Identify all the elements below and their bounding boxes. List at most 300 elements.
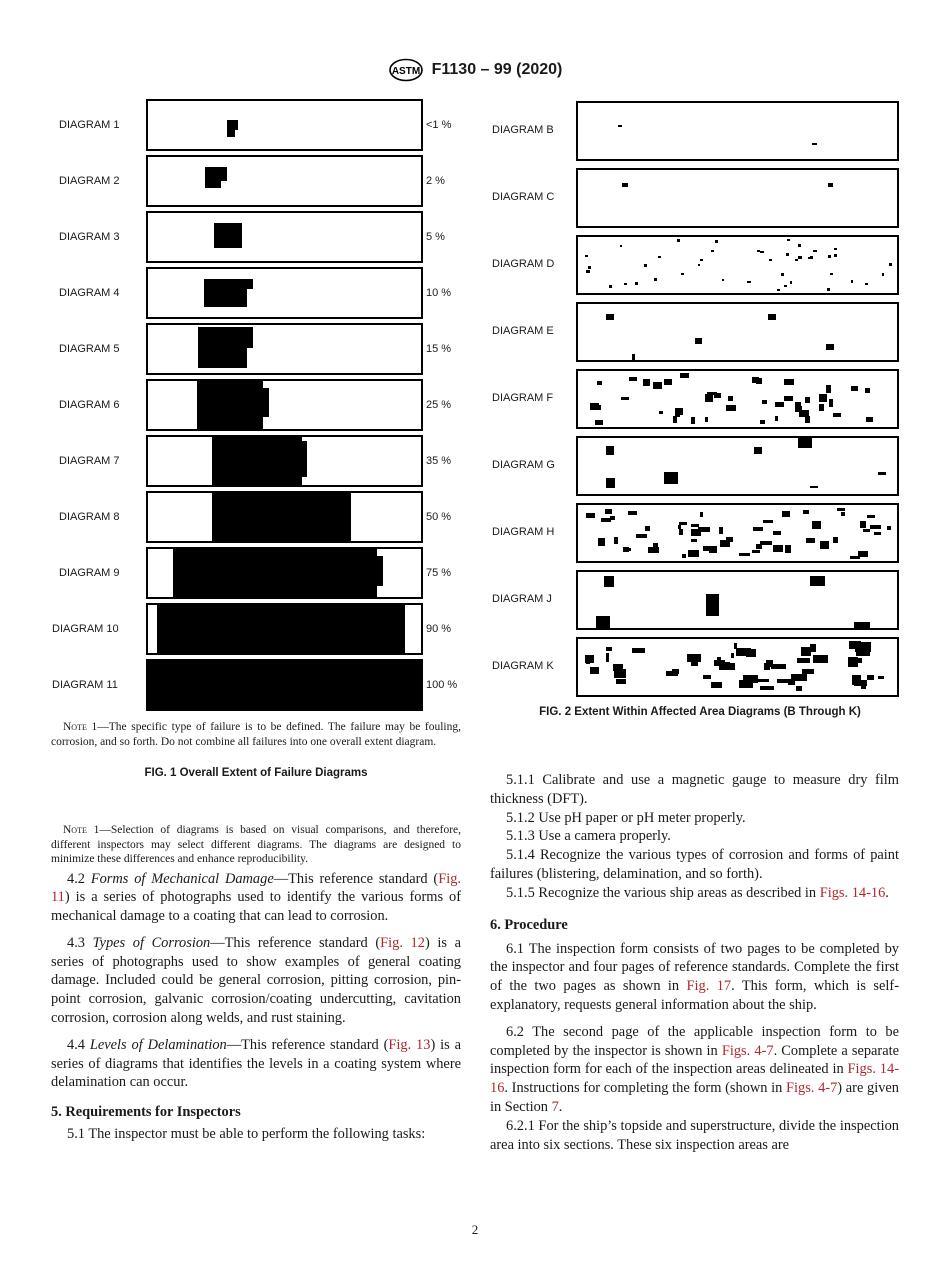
affected-area-mark — [812, 521, 821, 529]
affected-area-mark — [628, 511, 637, 515]
affected-area-mark — [826, 385, 831, 393]
affected-area-mark — [850, 556, 860, 559]
extent-diagram-box — [576, 637, 899, 697]
affected-area-mark — [606, 314, 614, 320]
affected-area-mark — [834, 248, 837, 250]
affected-area-mark — [813, 250, 817, 252]
affected-area-mark — [616, 679, 626, 684]
para-text: . Instructions for completing the form (shown in — [504, 1080, 787, 1097]
affected-area-mark — [882, 273, 884, 276]
figure-1-note — [51, 720, 461, 749]
extent-percent: 10 % — [426, 287, 452, 299]
extent-percent: 50 % — [426, 511, 452, 523]
affected-area-mark — [827, 288, 830, 291]
failure-area-mark — [247, 279, 253, 289]
affected-area-mark — [739, 680, 753, 688]
affected-area-mark — [866, 417, 873, 422]
affected-area-mark — [863, 529, 870, 532]
affected-area-mark — [756, 544, 762, 549]
para-text: —This reference standard ( — [226, 1036, 389, 1053]
para-text: ) is a series of diagrams that identifies the levels in a coating system where delamination can occur. — [51, 1036, 461, 1091]
affected-area-mark — [826, 344, 834, 350]
figs-4-7-link[interactable]: Figs. 4-7 — [721, 1042, 774, 1059]
failure-area-mark — [227, 128, 235, 137]
affected-area-mark — [860, 521, 866, 528]
affected-area-mark — [644, 264, 647, 267]
affected-area-mark — [756, 378, 762, 384]
affected-area-mark — [752, 550, 760, 553]
affected-area-mark — [739, 553, 750, 556]
affected-area-mark — [586, 655, 590, 664]
failure-area-mark — [247, 327, 253, 348]
affected-area-mark — [653, 382, 662, 389]
extent-diagram-box — [146, 267, 423, 319]
affected-area-mark — [709, 546, 717, 553]
affected-area-mark — [604, 576, 614, 587]
affected-area-mark — [854, 680, 867, 686]
extent-diagram-box — [576, 503, 899, 563]
extent-diagram-box — [146, 547, 423, 599]
extent-diagram-box — [576, 168, 899, 228]
paragraph-5-1: 5.1 The inspector must be able to perform the following tasks: — [67, 1126, 426, 1143]
diagram-label: DIAGRAM C — [492, 191, 555, 203]
para-text: . — [885, 884, 889, 901]
figs-4-7-link[interactable]: Figs. 4-7 — [786, 1080, 838, 1097]
paragraph-5-1-4: 5.1.4 Recognize the various types of corrosion and forms of paint failures (blistering, delamination, and so forth). — [490, 847, 899, 882]
affected-area-mark — [728, 396, 733, 401]
diagram-label: DIAGRAM 8 — [59, 511, 120, 523]
affected-area-mark — [771, 664, 786, 669]
affected-area-mark — [773, 545, 783, 552]
note-text: —The specific type of failure is to be defined. The failure may be fouling, corrosion, and so forth. Do not combine all failures into one overall extent diagram. — [51, 721, 462, 748]
diagram-label: DIAGRAM 2 — [59, 175, 120, 187]
affected-area-mark — [680, 373, 689, 378]
affected-area-mark — [719, 527, 723, 534]
affected-area-mark — [798, 438, 812, 448]
affected-area-mark — [828, 255, 831, 258]
affected-area-mark — [791, 674, 807, 681]
affected-area-mark — [703, 675, 711, 679]
para-text: —This reference standard ( — [210, 934, 381, 951]
affected-area-mark — [722, 279, 724, 281]
extent-percent: 15 % — [426, 343, 452, 355]
affected-area-mark — [588, 266, 591, 269]
affected-area-mark — [773, 531, 781, 535]
affected-area-mark — [601, 518, 611, 522]
svg-text:ASTM: ASTM — [391, 66, 420, 77]
affected-area-mark — [775, 416, 778, 421]
affected-area-mark — [833, 537, 838, 543]
affected-area-mark — [664, 472, 678, 484]
affected-area-mark — [887, 526, 891, 530]
affected-area-mark — [782, 511, 790, 517]
paragraph-5-1-1: 5.1.1 Calibrate and use a magnetic gauge to measure dry film thickness (DFT). — [490, 772, 899, 807]
affected-area-mark — [777, 289, 780, 291]
affected-area-mark — [829, 399, 833, 407]
affected-area-mark — [682, 554, 686, 558]
para-text: ) is a series of photographs used to identify the various forms of mechanical damage to a coating that can lead to corrosion. — [51, 889, 461, 925]
affected-area-mark — [711, 682, 722, 688]
affected-area-mark — [837, 508, 845, 511]
affected-area-mark — [878, 472, 886, 475]
affected-area-mark — [864, 643, 870, 650]
affected-area-mark — [691, 539, 697, 542]
para-title: Forms of Mechanical Damage — [90, 870, 274, 887]
affected-area-mark — [605, 509, 612, 514]
affected-area-mark — [705, 417, 708, 422]
failure-area-mark — [205, 167, 221, 188]
affected-area-mark — [769, 259, 772, 261]
figs-14-16-link[interactable]: Figs. 14-16 — [490, 1061, 899, 1097]
affected-area-mark — [810, 486, 818, 488]
diagram-label: DIAGRAM K — [492, 660, 554, 672]
affected-area-mark — [626, 548, 631, 551]
affected-area-mark — [865, 283, 868, 285]
para-text: 6.2 The second page of the applicable inspection form to be completed by the inspector is shown in — [490, 1023, 899, 1059]
affected-area-mark — [658, 256, 661, 258]
para-text: . Complete a separate inspection form for each of the inspection areas delineated in — [490, 1042, 899, 1078]
affected-area-mark — [679, 522, 687, 525]
affected-area-mark — [851, 280, 853, 283]
section-5-heading: 5. Requirements for Inspectors — [51, 1104, 241, 1121]
para-text: . — [558, 1098, 563, 1115]
affected-area-mark — [806, 538, 815, 543]
failure-area-mark — [263, 388, 269, 417]
affected-area-mark — [813, 655, 828, 663]
affected-area-mark — [805, 397, 810, 403]
diagram-label: DIAGRAM J — [492, 593, 552, 605]
affected-area-mark — [598, 538, 605, 546]
diagram-label: DIAGRAM 5 — [59, 343, 120, 355]
affected-area-mark — [802, 669, 814, 674]
affected-area-mark — [622, 183, 628, 187]
affected-area-mark — [585, 255, 588, 257]
affected-area-mark — [606, 647, 612, 651]
extent-diagram-box — [146, 323, 423, 375]
affected-area-mark — [856, 646, 861, 654]
figure-1-caption: FIG. 1 Overall Extent of Failure Diagrams — [144, 767, 368, 779]
affected-area-mark — [757, 250, 760, 252]
extent-percent: 100 % — [426, 679, 458, 691]
extent-percent: 5 % — [426, 231, 445, 243]
affected-area-mark — [606, 446, 614, 455]
affected-area-mark — [801, 647, 811, 656]
extent-diagram-box — [146, 155, 423, 207]
fig-11-link[interactable]: Fig. 11 — [51, 870, 461, 906]
diagram-label: DIAGRAM 10 — [52, 623, 119, 635]
affected-area-mark — [613, 664, 623, 671]
failure-area-mark — [212, 493, 351, 542]
affected-area-mark — [621, 397, 629, 400]
affected-area-mark — [830, 273, 833, 275]
diagram-label: DIAGRAM 7 — [59, 455, 120, 467]
para-text: . This form, which is self-explanatory, requests general information about the ship. — [490, 978, 899, 1013]
diagram-label: DIAGRAM 11 — [52, 679, 118, 691]
affected-area-mark — [763, 520, 773, 523]
affected-area-mark — [810, 576, 825, 586]
para-number: 4.3 — [67, 934, 93, 951]
affected-area-mark — [596, 616, 610, 628]
affected-area-mark — [632, 354, 635, 361]
paragraph-6-2 — [490, 1023, 899, 1117]
affected-area-mark — [632, 648, 645, 653]
diagram-label: DIAGRAM 1 — [59, 119, 120, 131]
right-column — [490, 771, 899, 1154]
affected-area-mark — [609, 285, 612, 288]
fig-12-link[interactable]: Fig. 12 — [380, 934, 425, 951]
failure-area-mark — [173, 548, 377, 598]
failure-area-mark — [198, 327, 247, 368]
affected-area-mark — [691, 660, 698, 666]
affected-area-mark — [889, 263, 892, 266]
affected-area-mark — [606, 478, 615, 488]
affected-area-mark — [695, 338, 702, 344]
affected-area-mark — [797, 658, 810, 663]
affected-area-mark — [784, 396, 793, 401]
affected-area-mark — [691, 524, 699, 527]
para-text: 5.1.5 Recognize the various ship areas as described in — [506, 884, 820, 901]
para-number: 4.4 — [67, 1036, 90, 1053]
diagram-label: DIAGRAM 3 — [59, 231, 120, 243]
affected-area-mark — [700, 259, 703, 261]
extent-percent: 75 % — [426, 567, 452, 579]
affected-area-mark — [784, 379, 794, 385]
extent-diagram-box — [146, 379, 423, 431]
extent-diagram-box — [146, 659, 423, 711]
para-text: ) are given in Section — [490, 1080, 899, 1115]
failure-area-mark — [157, 604, 405, 655]
para-number: 4.2 — [67, 870, 91, 887]
affected-area-mark — [878, 676, 884, 679]
affected-area-mark — [867, 675, 874, 680]
affected-area-mark — [726, 405, 736, 411]
affected-area-mark — [648, 547, 659, 553]
affected-area-mark — [679, 529, 683, 535]
page-number: 2 — [471, 1222, 479, 1237]
affected-area-mark — [734, 643, 737, 649]
failure-area-mark — [212, 437, 302, 487]
affected-area-mark — [677, 239, 680, 242]
affected-area-mark — [654, 278, 657, 281]
affected-area-mark — [720, 540, 730, 547]
left-column — [51, 823, 461, 1144]
extent-diagram-box — [146, 435, 423, 487]
failure-area-mark — [302, 441, 307, 477]
affected-area-mark — [698, 527, 710, 532]
affected-area-mark — [798, 244, 801, 247]
affected-area-mark — [586, 513, 595, 518]
note-label: Note 1 — [63, 721, 98, 733]
affected-area-mark — [636, 534, 647, 538]
extent-diagram-box — [576, 436, 899, 496]
affected-area-mark — [659, 411, 663, 414]
affected-area-mark — [760, 420, 765, 424]
extent-percent: 25 % — [426, 399, 452, 411]
affected-area-mark — [865, 388, 870, 393]
fig-17-link[interactable]: Fig. 17 — [686, 978, 732, 995]
affected-area-mark — [673, 416, 677, 423]
paragraph-4-4 — [51, 1036, 461, 1092]
affected-area-mark — [681, 273, 684, 275]
paragraph-5-1-2: 5.1.2 Use pH paper or pH meter properly. — [506, 809, 746, 826]
section-7-link[interactable]: 7 — [551, 1098, 559, 1115]
affected-area-mark — [731, 653, 734, 658]
affected-area-mark — [790, 281, 792, 284]
affected-area-mark — [606, 653, 609, 662]
affected-area-mark — [719, 663, 735, 670]
failure-area-mark — [221, 167, 227, 181]
affected-area-mark — [834, 254, 837, 257]
affected-area-mark — [753, 527, 763, 531]
figure-1 — [0, 0, 480, 720]
affected-area-mark — [618, 125, 622, 127]
affected-area-mark — [620, 245, 622, 247]
extent-diagram-box — [576, 570, 899, 630]
diagram-label: DIAGRAM D — [492, 258, 555, 270]
extent-percent: 90 % — [426, 623, 452, 635]
affected-area-mark — [874, 532, 881, 535]
affected-area-mark — [833, 413, 841, 417]
affected-area-mark — [698, 264, 700, 266]
affected-area-mark — [768, 314, 776, 320]
paragraph-6-2-1: 6.2.1 For the ship’s topside and superstructure, divide the inspection area into six sections. These six inspection areas are — [490, 1117, 899, 1153]
figure-2-caption: FIG. 2 Extent Within Affected Area Diagrams (B Through K) — [539, 706, 861, 718]
diagram-label: DIAGRAM E — [492, 325, 554, 337]
para-title: Levels of Delamination — [89, 1036, 227, 1053]
affected-area-mark — [781, 273, 784, 276]
affected-area-mark — [851, 386, 858, 391]
affected-area-mark — [717, 657, 721, 664]
figs-14-16-link[interactable]: Figs. 14-16 — [819, 884, 886, 901]
affected-area-mark — [803, 510, 809, 514]
failure-area-mark — [377, 556, 383, 586]
affected-area-mark — [715, 240, 718, 243]
diagram-label: DIAGRAM 4 — [59, 287, 120, 299]
section-6-heading: 6. Procedure — [490, 916, 568, 933]
affected-area-mark — [592, 405, 601, 410]
affected-area-mark — [775, 402, 784, 407]
affected-area-mark — [808, 257, 810, 259]
affected-area-mark — [805, 416, 810, 423]
affected-area-mark — [586, 270, 590, 273]
affected-area-mark — [785, 545, 791, 553]
extent-diagram-box — [146, 211, 423, 263]
affected-area-mark — [819, 394, 827, 402]
affected-area-mark — [784, 285, 787, 287]
para-text: —This reference standard ( — [273, 870, 439, 887]
affected-area-mark — [705, 394, 713, 402]
affected-area-mark — [635, 282, 638, 285]
extent-diagram-box — [146, 491, 423, 543]
affected-area-mark — [762, 400, 767, 404]
extent-diagram-box — [146, 99, 423, 151]
diagram-label: DIAGRAM 9 — [59, 567, 120, 579]
paragraph-4-3 — [51, 934, 461, 1028]
affected-area-mark — [711, 250, 714, 252]
standard-designation: F1130 – 99 (2020) — [431, 61, 563, 78]
affected-area-mark — [629, 377, 637, 381]
affected-area-mark — [777, 679, 792, 683]
affected-area-mark — [645, 526, 650, 531]
affected-area-mark — [700, 512, 703, 517]
affected-area-mark — [643, 379, 650, 386]
paragraph-5-1-5 — [490, 884, 899, 903]
affected-area-mark — [820, 541, 829, 549]
affected-area-mark — [706, 594, 719, 616]
affected-area-mark — [799, 410, 809, 417]
paragraph-5-1-3: 5.1.3 Use a camera properly. — [506, 828, 671, 845]
para-text: 6.1 The inspection form consists of two pages to be completed by the inspector and four pages of reference standards. Complete the first of the two pages as shown in — [490, 940, 899, 995]
affected-area-mark — [810, 256, 813, 259]
affected-area-mark — [672, 669, 679, 674]
extent-diagram-box — [576, 302, 899, 362]
affected-area-mark — [764, 663, 770, 670]
failure-area-mark — [204, 279, 247, 307]
affected-area-mark — [597, 381, 602, 385]
extent-percent: <1 % — [426, 119, 452, 131]
extent-diagram-box — [576, 235, 899, 295]
para-title: Types of Corrosion — [92, 934, 211, 951]
affected-area-mark — [754, 447, 762, 454]
diagram-label: DIAGRAM B — [492, 124, 554, 136]
affected-area-mark — [867, 515, 875, 518]
diagram-label: DIAGRAM 6 — [59, 399, 120, 411]
extent-percent: 2 % — [426, 175, 445, 187]
affected-area-mark — [746, 649, 756, 657]
affected-area-mark — [590, 667, 599, 674]
affected-area-mark — [796, 686, 802, 691]
diagram-label: DIAGRAM F — [492, 392, 554, 404]
affected-area-mark — [848, 657, 858, 667]
selection-note — [51, 823, 461, 867]
affected-area-mark — [819, 404, 824, 411]
affected-area-mark — [870, 525, 881, 529]
affected-area-mark — [664, 379, 672, 385]
affected-area-mark — [828, 183, 833, 187]
extent-diagram-box — [576, 101, 899, 161]
affected-area-mark — [812, 143, 817, 145]
note-label: Note 1 — [63, 824, 100, 836]
extent-diagram-box — [146, 603, 423, 655]
affected-area-mark — [757, 679, 769, 682]
diagram-label: DIAGRAM G — [492, 459, 555, 471]
affected-area-mark — [675, 408, 683, 415]
extent-diagram-box — [576, 369, 899, 429]
affected-area-mark — [691, 417, 695, 424]
affected-area-mark — [624, 283, 627, 285]
fig-13-link[interactable]: Fig. 13 — [388, 1036, 431, 1053]
affected-area-mark — [798, 256, 802, 259]
affected-area-mark — [854, 622, 870, 630]
affected-area-mark — [841, 512, 845, 516]
affected-area-mark — [795, 259, 798, 261]
affected-area-mark — [786, 253, 789, 256]
affected-area-mark — [747, 281, 751, 283]
paragraph-6-1 — [490, 940, 899, 1015]
paragraph-4-2 — [51, 870, 461, 926]
note-text: —Selection of diagrams is based on visual comparisons, and therefore, different inspectors may select different diagrams. The diagrams are designed to minimize these differences and enhance reproducibility. — [51, 824, 461, 865]
failure-area-mark — [214, 223, 242, 248]
affected-area-mark — [760, 251, 764, 253]
extent-percent: 35 % — [426, 455, 452, 467]
affected-area-mark — [760, 686, 774, 690]
affected-area-mark — [688, 550, 699, 557]
diagram-label: DIAGRAM H — [492, 526, 555, 538]
affected-area-mark — [614, 537, 618, 544]
affected-area-mark — [787, 239, 790, 241]
figure-2 — [480, 0, 950, 720]
affected-area-mark — [595, 420, 603, 425]
